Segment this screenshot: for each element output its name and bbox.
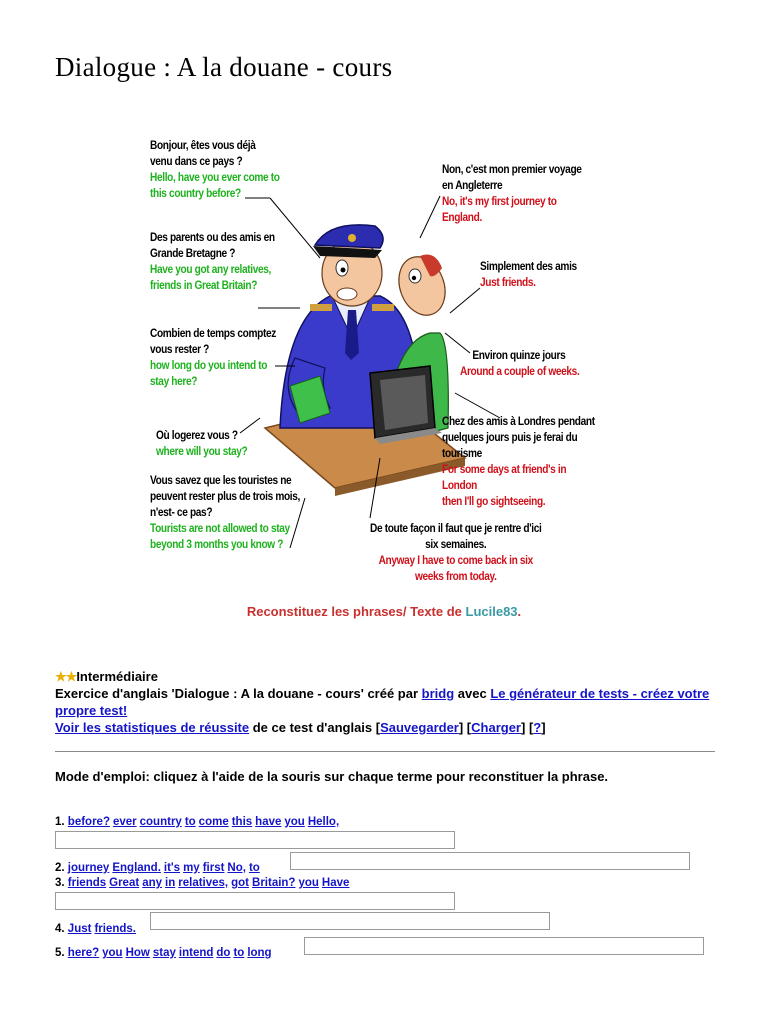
answer-field-5[interactable] xyxy=(304,937,704,955)
word-button[interactable]: stay xyxy=(152,947,176,959)
caption-9 xyxy=(442,414,599,510)
answer-field-4[interactable] xyxy=(150,912,550,930)
statistics-link[interactable]: Voir les statistiques de réussite xyxy=(55,720,250,735)
credit-text: Reconstituez les phrases/ Texte de xyxy=(246,604,466,619)
caption-7-english: Just friends. xyxy=(480,277,536,289)
caption-4-french: Où logerez vous ? xyxy=(156,430,238,442)
caption-4-english: where will you stay? xyxy=(156,446,248,458)
customs-illustration xyxy=(130,128,620,590)
word-button[interactable]: Great xyxy=(109,877,140,889)
word-button[interactable]: it's xyxy=(163,862,181,874)
stats-suffix: de ce test d'anglais [ xyxy=(249,720,381,735)
caption-2-french: Des parents ou des amis en Grande Bretagne ? xyxy=(150,232,275,260)
question-number: 2. xyxy=(55,862,65,874)
credit-period: . xyxy=(517,604,522,619)
two-stars-icon: ★★ xyxy=(55,669,77,684)
caption-5-english: Tourists are not allowed to stay beyond 3 months you know ? xyxy=(150,523,290,551)
word-button[interactable]: do xyxy=(216,947,231,959)
divider xyxy=(55,751,715,752)
caption-8-english: Around a couple of weeks. xyxy=(460,366,580,378)
caption-10 xyxy=(370,521,542,585)
caption-1-french: Bonjour, êtes vous déjà venu dans ce pays ? xyxy=(150,140,256,168)
credit-line xyxy=(0,604,768,619)
caption-5 xyxy=(150,473,300,553)
word-button[interactable]: intend xyxy=(178,947,214,959)
instructions: Mode d'emploi: cliquez à l'aide de la souris sur chaque terme pour reconstituer la phrase. xyxy=(55,769,609,784)
word-button[interactable]: to xyxy=(248,862,260,874)
word-button[interactable]: Just xyxy=(67,923,92,935)
answer-field-2[interactable] xyxy=(290,852,690,870)
test-generator-link[interactable]: Le générateur de tests - créez votre propre test! xyxy=(55,686,710,718)
exercise-prefix: Exercice d'anglais 'Dialogue : A la douane - cours' créé par xyxy=(55,686,422,701)
level-line xyxy=(55,668,715,685)
word-button[interactable]: you xyxy=(298,877,319,889)
question-5 xyxy=(55,946,275,961)
question-number: 3. xyxy=(55,877,65,889)
word-button[interactable]: England. xyxy=(112,862,161,874)
word-button[interactable]: to xyxy=(184,816,196,828)
word-button[interactable]: you xyxy=(284,816,305,828)
exercise-description xyxy=(55,685,715,719)
level-label: Intermédiaire xyxy=(76,669,158,684)
question-1 xyxy=(55,815,342,830)
stats-line xyxy=(55,719,715,736)
word-button[interactable]: friends xyxy=(67,877,107,889)
answer-field-1[interactable] xyxy=(55,831,455,849)
word-button[interactable]: country xyxy=(139,816,182,828)
caption-1 xyxy=(150,138,280,202)
question-number: 5. xyxy=(55,947,65,959)
word-button[interactable]: friends. xyxy=(94,923,136,935)
word-button[interactable]: have xyxy=(255,816,282,828)
caption-9-english: For some days at friend's in London then I'll go sightseeing. xyxy=(442,464,567,508)
page-title: Dialogue : A la douane - cours xyxy=(55,52,393,82)
question-3 xyxy=(55,876,352,891)
word-button[interactable]: Britain? xyxy=(252,877,296,889)
caption-9-french: Chez des amis à Londres pendant quelques jours puis je ferai du tourisme xyxy=(442,416,595,460)
answer-field-3[interactable] xyxy=(55,892,455,910)
caption-5-french: Vous savez que les touristes ne peuvent rester plus de trois mois, n'est- ce pas? xyxy=(150,475,300,519)
word-button[interactable]: long xyxy=(247,947,272,959)
help-link[interactable]: ? xyxy=(533,720,542,735)
word-button[interactable]: come xyxy=(198,816,229,828)
caption-3-french: Combien de temps comptez vous rester ? xyxy=(150,328,276,356)
word-button[interactable]: any xyxy=(142,877,163,889)
word-bank xyxy=(68,862,263,874)
word-button[interactable]: No, xyxy=(227,862,246,874)
caption-3-english: how long do you intend to stay here? xyxy=(150,360,268,388)
word-button[interactable]: Have xyxy=(321,877,350,889)
word-button[interactable]: before? xyxy=(67,816,110,828)
word-button[interactable]: to xyxy=(233,947,245,959)
question-4 xyxy=(55,922,139,937)
question-number: 1. xyxy=(55,816,65,828)
load-link[interactable]: Charger xyxy=(471,720,521,735)
word-button[interactable]: in xyxy=(165,877,176,889)
caption-10-french: De toute façon il faut que je rentre d'ici six semaines. xyxy=(370,523,542,551)
word-bank xyxy=(68,877,353,889)
bracket-separator-2: ] [ xyxy=(521,720,534,735)
caption-6-english: No, it's my first journey to England. xyxy=(442,196,557,224)
save-link[interactable]: Sauvegarder xyxy=(380,720,459,735)
word-bank xyxy=(68,923,139,935)
caption-4 xyxy=(156,428,247,460)
avec-text: avec xyxy=(454,686,491,701)
caption-8-french: Environ quinze jours xyxy=(472,350,566,362)
word-button[interactable]: my xyxy=(183,862,200,874)
bracket-separator: ] [ xyxy=(458,720,472,735)
question-2 xyxy=(55,861,263,876)
word-button[interactable]: journey xyxy=(67,862,110,874)
caption-7-french: Simplement des amis xyxy=(480,261,577,273)
word-button[interactable]: here? xyxy=(67,947,100,959)
bracket-end: ] xyxy=(541,720,546,735)
word-button[interactable]: relatives, xyxy=(178,877,229,889)
caption-2 xyxy=(150,230,275,294)
caption-1-english: Hello, have you ever come to this country before? xyxy=(150,172,280,200)
word-button[interactable]: first xyxy=(202,862,225,874)
word-bank xyxy=(68,947,275,959)
author-link[interactable]: bridg xyxy=(421,686,455,701)
word-bank xyxy=(68,816,342,828)
word-button[interactable]: ever xyxy=(112,816,137,828)
caption-6 xyxy=(442,162,582,226)
caption-8 xyxy=(460,348,579,380)
word-button[interactable]: got xyxy=(231,877,250,889)
word-button[interactable]: you xyxy=(102,947,123,959)
word-button[interactable]: How xyxy=(125,947,150,959)
question-number: 4. xyxy=(55,923,65,935)
caption-6-french: Non, c'est mon premier voyage en Angleterre xyxy=(442,164,582,192)
caption-3 xyxy=(150,326,276,390)
caption-7 xyxy=(480,259,577,291)
credit-author: Lucile83 xyxy=(465,604,518,619)
word-button[interactable]: this xyxy=(231,816,253,828)
exercise-info xyxy=(55,668,715,736)
word-button[interactable]: Hello, xyxy=(307,816,340,828)
caption-10-english: Anyway I have to come back in six weeks from today. xyxy=(378,555,533,583)
caption-2-english: Have you got any relatives, friends in Great Britain? xyxy=(150,264,271,292)
